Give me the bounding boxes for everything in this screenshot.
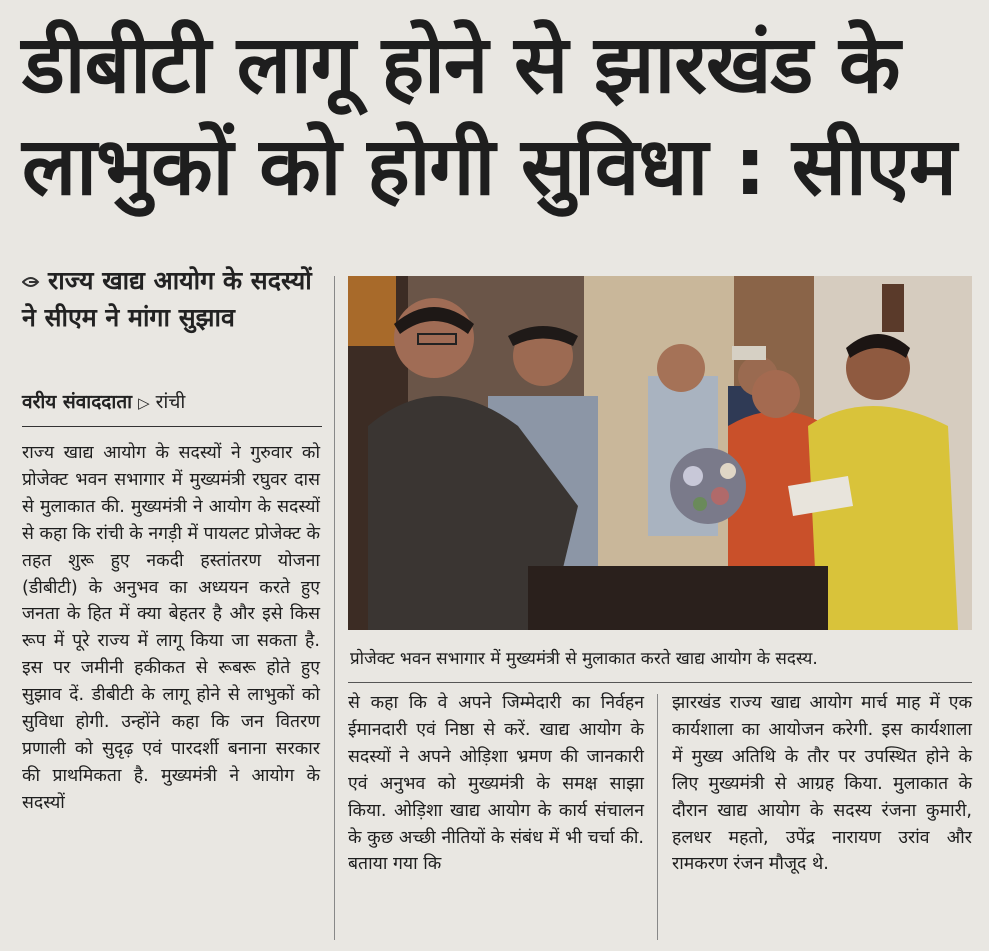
column-divider (334, 276, 335, 940)
byline-city: रांची (155, 391, 186, 413)
caption-rule (348, 682, 972, 683)
article-column-2: से कहा कि वे अपने जिम्मेदारी का निर्वहन ईमानदारी एवं निष्ठा से करें. खाद्य आयोग के सदस्यों ने अपने ओड़िशा भ्रमण की जानकारी एवं अनुभव को मुख्यमंत्री के समक्ष साझा किया. ओड़िशा खाद्य आयोग के कार्य संचालन के कुछ अच्छी नीतियों के संबंध में भी चर्चा की. बताया गया कि (348, 693, 644, 875)
byline-author: वरीय संवाददाता (22, 391, 133, 413)
article-column-3: झारखंड राज्य खाद्य आयोग मार्च माह में एक कार्यशाला का आयोजन करेगी. इस कार्यशाला में मुख्य अतिथि के तौर पर उपस्थित होने के लिए मुख्यमंत्री से आग्रह किया. मुलाकात के दौरान खाद्य आयोग के सदस्य रंजना कुमारी, हलधर महतो, उपेंद्र नारायण उरांव और रामकरण रंजन मौजूद थे. (672, 693, 972, 875)
triangle-icon: ▷ (138, 394, 150, 412)
photo-illustration (348, 276, 972, 630)
news-photo (348, 276, 972, 630)
kicker-text: राज्य खाद्य आयोग के सदस्यों ने सीएम ने मांगा सुझाव (22, 266, 312, 332)
headline: डीबीटी लागू होने से झारखंड के लाभुकों को होगी सुविधा : सीएम (22, 18, 956, 213)
photo-caption: प्रोजेक्ट भवन सभागार में मुख्यमंत्री से मुलाकात करते खाद्य आयोग के सदस्य. (350, 649, 818, 669)
article-column-1: राज्य खाद्य आयोग के सदस्यों ने गुरुवार को प्रोजेक्ट भवन सभागार में मुख्यमंत्री रघुवर दास से मुलाकात की. मुख्यमंत्री ने आयोग के सदस्यों से कहा कि रांची के नगड़ी में पायलट प्रोजेक्ट के तहत शुरू हुए नकदी हस्तांतरण योजना (डीबीटी) के अनुभव का अध्ययन करते हुए जनता के हित में क्या बेहतर है और इसे किस रूप में पूरे राज्य में लागू किया जा सकता है. इस पर जमीनी हकीकत से रूबरू होते हुए सुझाव दें. डीबीटी के लागू होने से लाभुकों को सुविधा होगी. उन्होंने कहा कि जन वितरण प्रणाली को सुदृढ़ एवं पारदर्शी बनाना सरकार की प्राथमिकता है. मुख्यमंत्री ने आयोग के सदस्यों (22, 443, 321, 813)
byline-rule (22, 426, 322, 427)
byline (22, 388, 332, 414)
arrow-icon (22, 275, 40, 289)
kicker (22, 262, 332, 336)
column-divider-2 (657, 694, 658, 940)
